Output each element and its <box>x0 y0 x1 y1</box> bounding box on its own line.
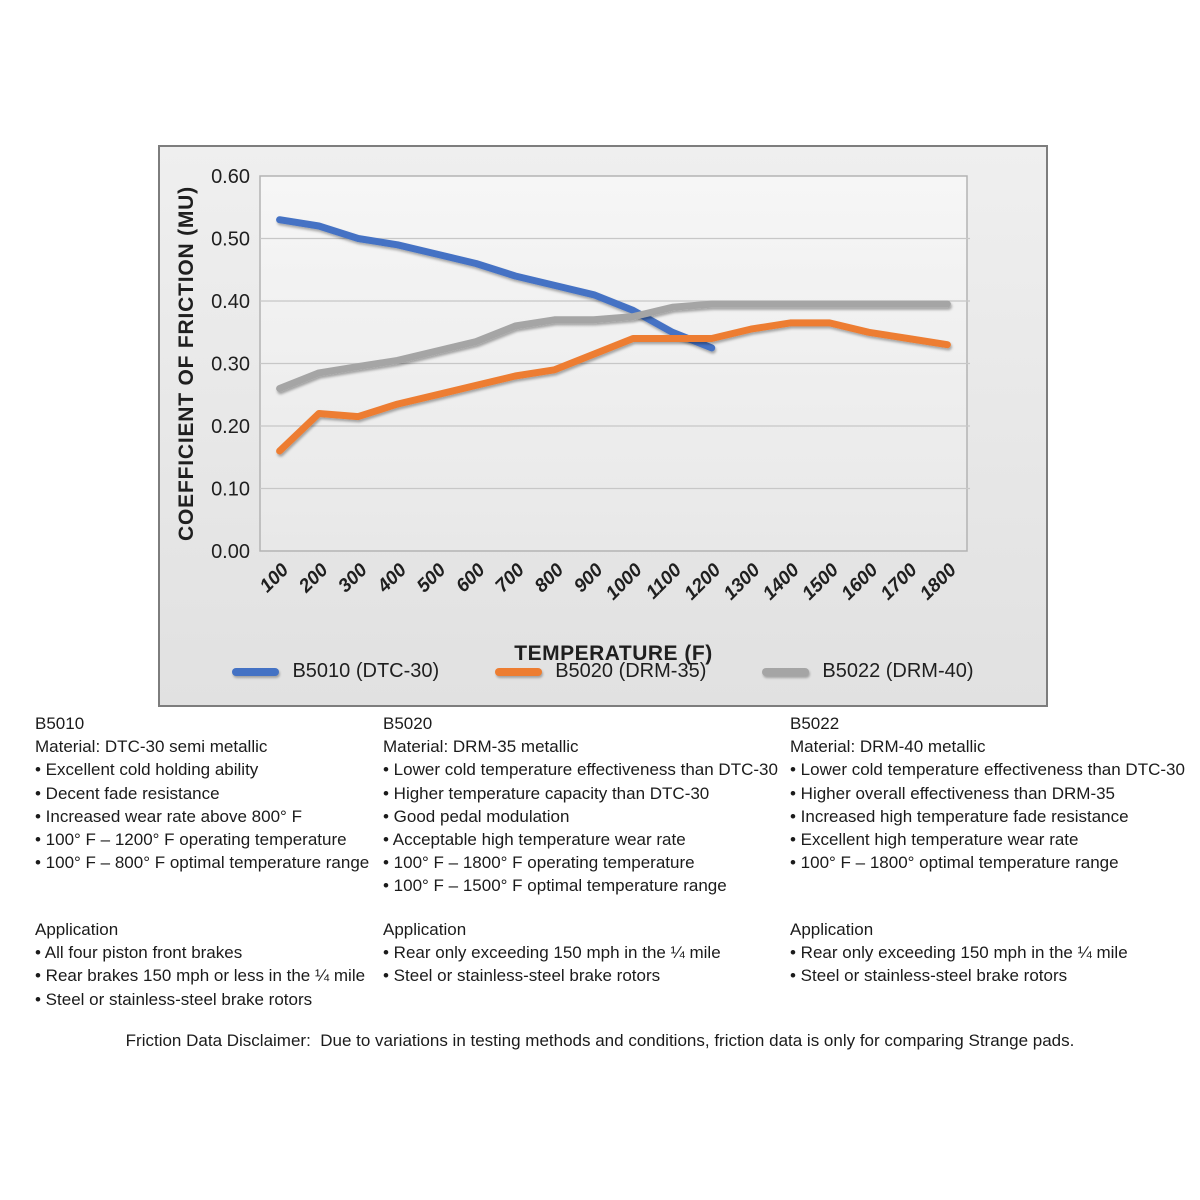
application-list <box>790 941 1128 987</box>
x-axis-title: TEMPERATURE (F) <box>514 642 713 665</box>
chart-legend <box>160 660 1046 683</box>
x-tick-label: 1600 <box>837 559 883 605</box>
legend-item-2 <box>762 660 973 683</box>
bullet-item: • Good pedal modulation <box>383 806 570 826</box>
product-feature-list <box>790 758 1195 874</box>
y-tick-label: 0.10 <box>211 478 250 501</box>
bullet-item: • Lower cold temperature effectiveness than DTC-30 <box>790 760 1185 780</box>
bullet-item: • 100° F – 1500° F optimal temperature range <box>383 876 727 896</box>
x-tick-label: 1000 <box>601 559 647 605</box>
bullet-item: • Higher overall effectiveness than DRM-35 <box>790 783 1116 803</box>
y-tick-label: 0.00 <box>211 541 250 563</box>
bullet-item: • Excellent cold holding ability <box>35 760 259 780</box>
product-material: Material: DRM-35 metallic <box>383 737 579 757</box>
product-title: B5022 <box>790 714 840 733</box>
x-tick-label: 1700 <box>876 559 922 605</box>
product-feature-list <box>383 758 783 897</box>
y-tick-label: 0.60 <box>211 166 250 188</box>
legend-label: B5022 (DRM-40) <box>822 660 974 682</box>
x-tick-label: 100 <box>255 559 294 597</box>
legend-label: B5020 (DRM-35) <box>555 660 707 682</box>
friction-data-disclaimer: Friction Data Disclaimer: Due to variations in testing methods and conditions, friction data is only for comparing Strange pads. <box>125 1031 1075 1050</box>
application-list <box>383 941 721 987</box>
bullet-item: • Excellent high temperature wear rate <box>790 830 1079 850</box>
application-title: Application <box>383 920 467 939</box>
x-tick-label: 500 <box>413 559 451 597</box>
product-section-b5020 <box>383 712 783 1017</box>
application-title: Application <box>35 920 119 939</box>
application-block <box>35 918 365 1011</box>
legend-swatch-icon <box>762 668 809 676</box>
y-tick-label: 0.30 <box>211 353 250 376</box>
legend-swatch-icon <box>495 668 542 676</box>
bullet-item: • Increased wear rate above 800° F <box>35 806 302 826</box>
x-tick-label: 600 <box>452 559 490 597</box>
x-tick-label: 1500 <box>798 559 844 605</box>
application-block <box>790 918 1128 988</box>
product-section-b5022 <box>790 712 1195 1017</box>
chart-svg <box>160 147 1046 705</box>
application-block <box>383 918 721 988</box>
bullet-item: • Rear brakes 150 mph or less in the ¼ mile <box>35 966 366 986</box>
y-axis-title: COEFFICIENT OF FRICTION (MU) <box>175 186 198 541</box>
bullet-item: • Steel or stainless-steel brake rotors <box>790 966 1068 986</box>
x-tick-label: 1300 <box>719 559 765 605</box>
chart-plot-area <box>160 147 1046 710</box>
product-title: B5020 <box>383 714 433 733</box>
bullet-item: • Rear only exceeding 150 mph in the ¼ mile <box>383 943 721 963</box>
bullet-item: • Increased high temperature fade resistance <box>790 806 1129 826</box>
y-tick-label: 0.20 <box>211 416 250 438</box>
x-tick-label: 400 <box>373 559 412 597</box>
bullet-item: • 100° F – 1800° F operating temperature <box>383 853 695 873</box>
y-tick-label: 0.40 <box>211 291 250 313</box>
legend-item-1 <box>495 660 706 683</box>
x-tick-label: 800 <box>530 559 569 597</box>
bullet-item: • Steel or stainless-steel brake rotors <box>35 989 313 1009</box>
product-section-b5010 <box>35 712 380 1017</box>
bullet-item: • Lower cold temperature effectiveness than DTC-30 <box>383 760 778 780</box>
legend-item-0 <box>232 660 439 683</box>
y-tick-label: 0.50 <box>211 228 250 251</box>
bullet-item: • 100° F – 800° F optimal temperature range <box>35 853 370 873</box>
x-tick-label: 900 <box>570 559 608 597</box>
x-tick-label: 200 <box>295 559 333 597</box>
x-tick-label: 1100 <box>642 559 686 604</box>
bullet-item: • Higher temperature capacity than DTC-30 <box>383 783 710 803</box>
bullet-item: • Steel or stainless-steel brake rotors <box>383 966 661 986</box>
x-tick-label: 1400 <box>759 559 804 605</box>
bullet-item: • Rear only exceeding 150 mph in the ¼ mile <box>790 943 1128 963</box>
bullet-item: • Acceptable high temperature wear rate <box>383 830 686 850</box>
x-tick-label: 1200 <box>680 559 726 605</box>
legend-label: B5010 (DTC-30) <box>292 660 440 682</box>
product-material: Material: DRM-40 metallic <box>790 737 986 757</box>
product-feature-list <box>35 758 380 874</box>
legend-swatch-icon <box>232 668 279 676</box>
bullet-item: • 100° F – 1200° F operating temperature <box>35 830 347 850</box>
bullet-item: • Decent fade resistance <box>35 783 220 803</box>
bullet-item: • All four piston front brakes <box>35 943 243 963</box>
x-tick-label: 1800 <box>916 559 961 605</box>
x-tick-label: 700 <box>491 559 529 597</box>
application-list <box>35 941 365 1011</box>
application-title: Application <box>790 920 874 939</box>
bullet-item: • 100° F – 1800° optimal temperature range <box>790 853 1119 873</box>
friction-chart <box>158 145 1048 707</box>
product-material: Material: DTC-30 semi metallic <box>35 737 268 757</box>
x-tick-label: 300 <box>334 559 372 597</box>
product-title: B5010 <box>35 714 85 733</box>
